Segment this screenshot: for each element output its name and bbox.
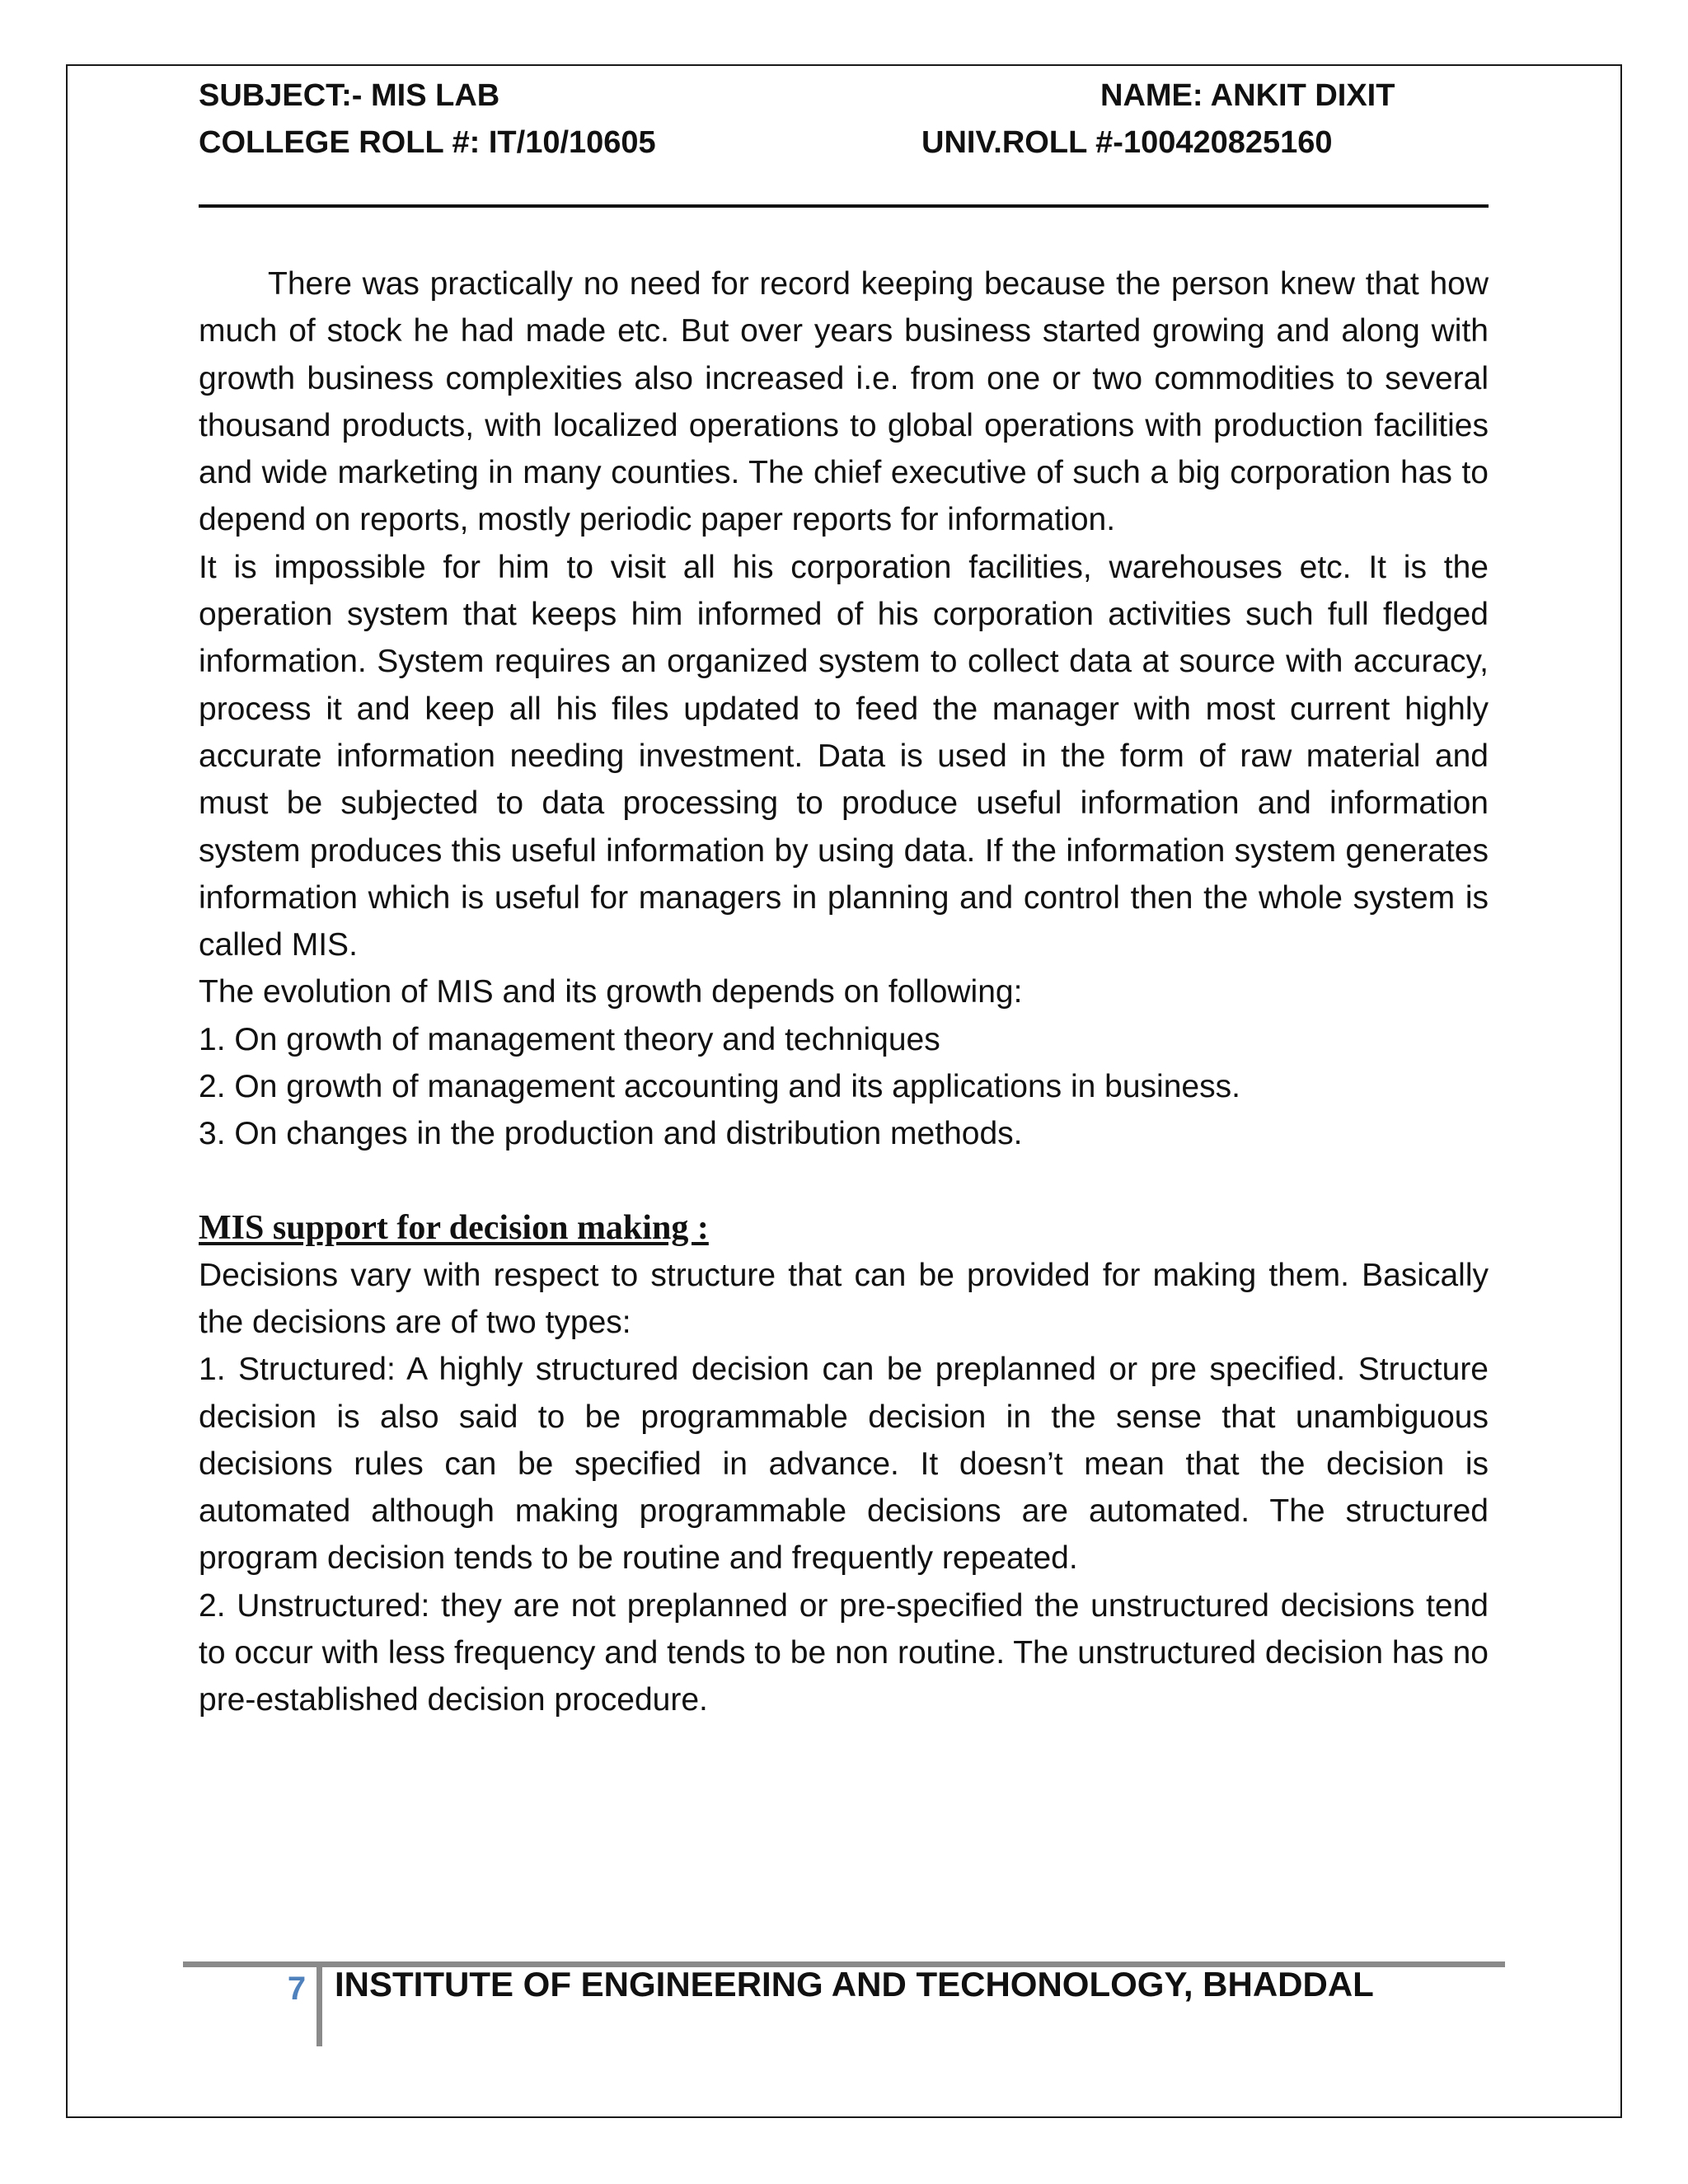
paragraph-evolution: The evolution of MIS and its growth depends on following: [199, 974, 1023, 1010]
spacer [199, 1158, 1489, 1205]
subject-label: SUBJECT:- MIS LAB [199, 78, 500, 113]
paragraph-decisions-intro: Decisions vary with respect to structure that can be provided for making them. Basically the decisions are of two types: [199, 1257, 1489, 1340]
list-item: 3. On changes in the production and distribution methods. [199, 1116, 1023, 1152]
document-body [199, 260, 1489, 1724]
univ-roll: UNIV.ROLL #-100420825160 [921, 125, 1333, 160]
section-heading: MIS support for decision making : [199, 1208, 709, 1247]
paragraph-operation-system: It is impossible for him to visit all his corporation facilities, warehouses etc. It is the operation system that keeps him informed of his corporation activities such full fledged information. System requires an organized system to collect data at source with accuracy, process it and keep all his files updated to feed the manager with most current highly accurate information needing investment. Data is used in the form of raw material and must be subjected to data processing to produce useful information and information system produces this useful information by using data. If the information system generates information which is useful for managers in planning and control then the whole system is called MIS. [199, 549, 1489, 963]
paragraph-record-keeping: There was practically no need for record keeping because the person knew that how much of stock he had made etc. But over years business started growing and along with growth business complexities also increased i.e. from one or two commodities to several thousand products, with localized operations to global operations with production facilities and wide marketing in many counties. The chief executive of such a big corporation has to depend on reports, mostly periodic paper reports for information. [199, 266, 1489, 538]
page-header [199, 73, 1489, 166]
header-row-2 [199, 120, 1489, 166]
paragraph-structured: 1. Structured: A highly structured decision can be preplanned or pre specified. Structure decision is also said to be programmable decision in the sense that unambiguous decisions rules can be specified in advance. It doesn’t mean that the decision is automated although making programmable decisions are automated. The structured program decision tends to be routine and frequently repeated. [199, 1352, 1489, 1577]
college-roll: COLLEGE ROLL #: IT/10/10605 [199, 125, 656, 160]
header-divider [199, 204, 1489, 208]
header-row-1 [199, 73, 1489, 120]
page-number: 7 [287, 1971, 307, 2007]
list-item: 2. On growth of management accounting and its applications in business. [199, 1069, 1240, 1105]
student-name: NAME: ANKIT DIXIT [1100, 78, 1395, 113]
paragraph-unstructured: 2. Unstructured: they are not preplanned or pre-specified the unstructured decisions tend to occur with less frequency and tends to be non routine. The unstructured decision has no pre-established decision procedure. [199, 1587, 1489, 1718]
footer-vertical-divider [316, 1965, 322, 2046]
footer-institute: INSTITUTE OF ENGINEERING AND TECHONOLOGY, BHADDAL [335, 1965, 1374, 2004]
list-item: 1. On growth of management theory and techniques [199, 1021, 940, 1057]
